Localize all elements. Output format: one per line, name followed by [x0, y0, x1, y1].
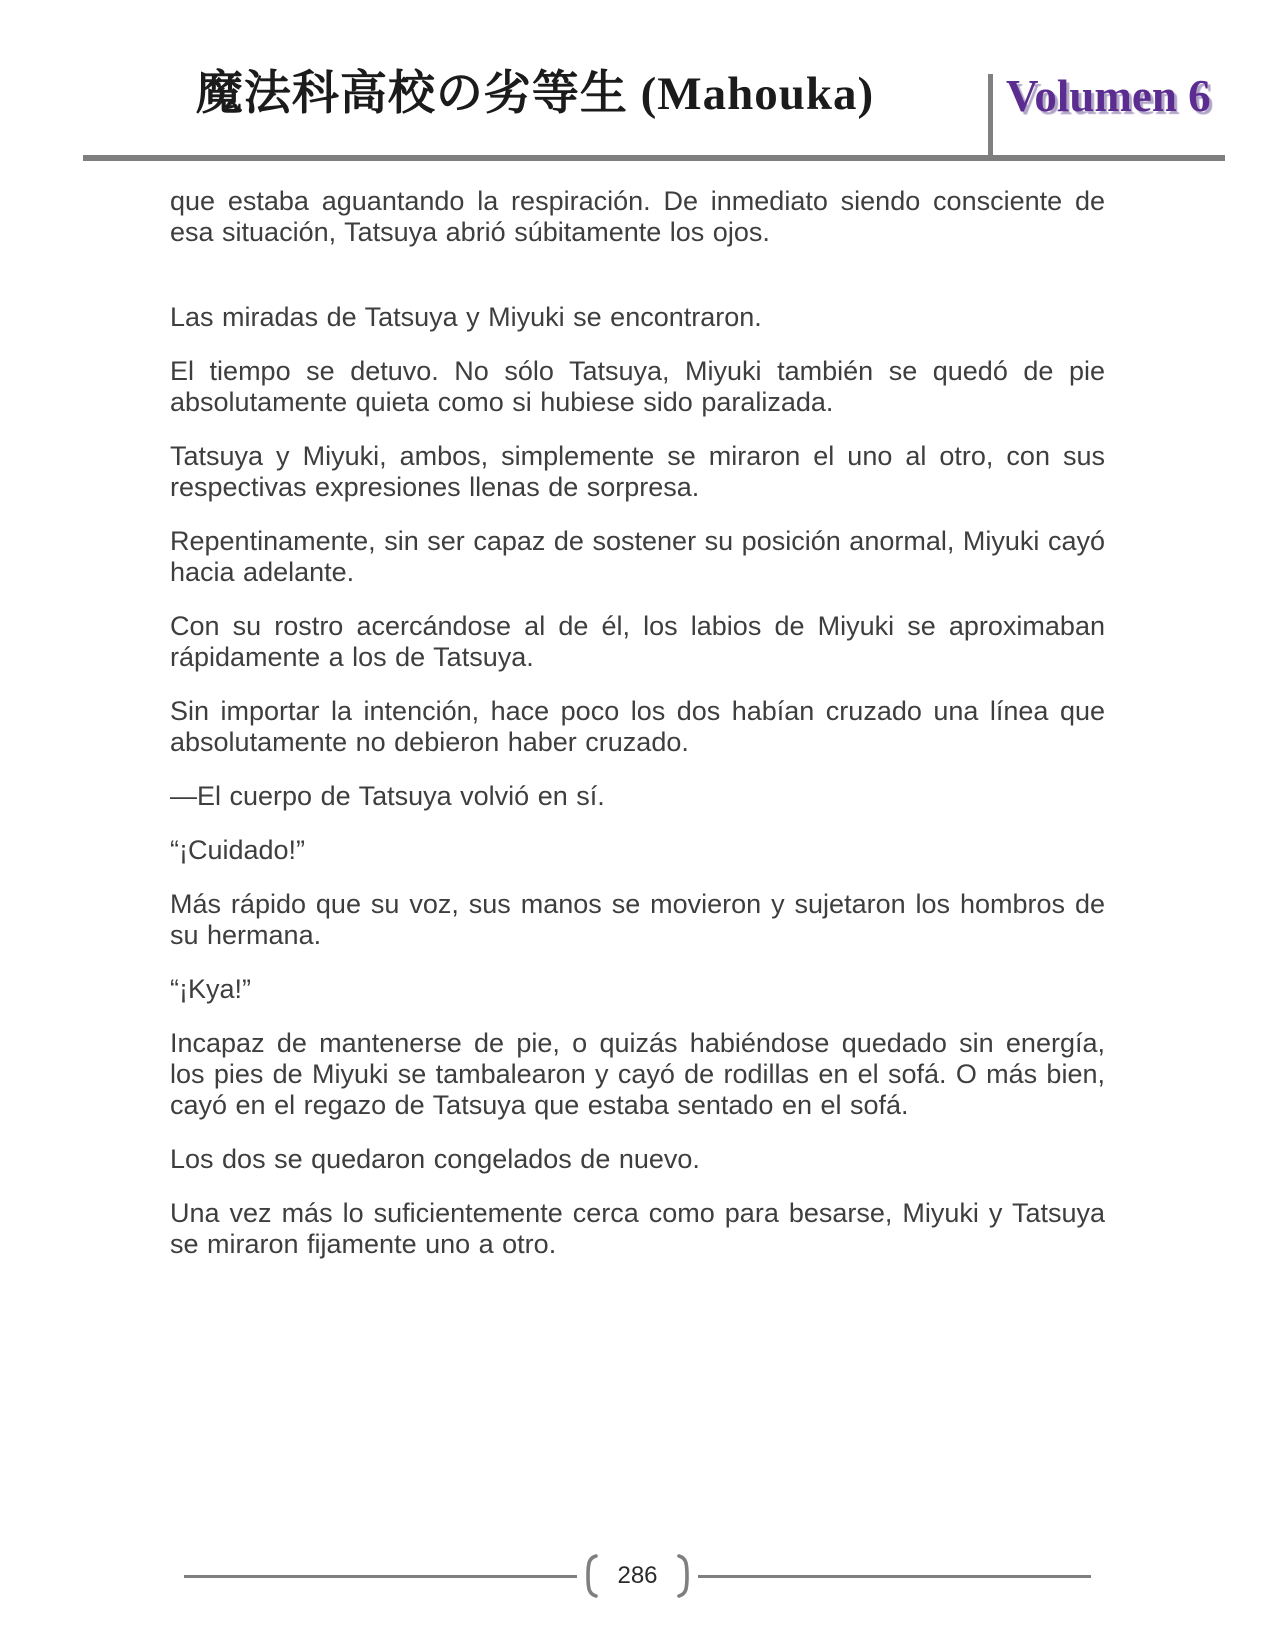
paragraph: Con su rostro acercándose al de él, los labios de Miyuki se aproximaban rápidamente a los de Tatsuya.: [170, 611, 1105, 672]
paragraph: Las miradas de Tatsuya y Miyuki se encontraron.: [170, 302, 762, 332]
page-header-title: 魔法科高校の劣等生 (Mahouka): [195, 68, 875, 120]
paragraph: Sin importar la intención, hace poco los dos habían cruzado una línea que absolutamente no debieron haber cruzado.: [170, 696, 1105, 757]
paragraph: Incapaz de mantenerse de pie, o quizás habiéndose quedado sin energía, los pies de Miyuki se tambalearon y cayó de rodillas en el sofá. O más bien, cayó en el regazo de Tatsuya que estaba sentado en el sofá.: [170, 1028, 1105, 1120]
right-bracket-icon: [676, 1553, 692, 1599]
paragraph: Más rápido que su voz, sus manos se movieron y sujetaron los hombros de su hermana.: [170, 889, 1105, 950]
footer-rule-right: [698, 1575, 1091, 1578]
header-vertical-divider: [988, 74, 993, 157]
volume-label: Volumen 6: [1006, 71, 1211, 121]
page-footer: [170, 1552, 1105, 1600]
paragraph-dialogue: “¡Cuidado!”: [170, 835, 306, 865]
paragraph-dialogue: “¡Kya!”: [170, 974, 251, 1004]
page-number: 286: [617, 1562, 658, 1589]
header-rule: [83, 155, 1225, 161]
paragraph-dialogue-dash: —El cuerpo de Tatsuya volvió en sí.: [170, 781, 605, 811]
footer-rule-left: [184, 1575, 577, 1578]
paragraph: Una vez más lo suficientemente cerca como para besarse, Miyuki y Tatsuya se miraron fijamente uno a otro.: [170, 1198, 1105, 1259]
body-text: [170, 186, 1105, 1283]
paragraph: Tatsuya y Miyuki, ambos, simplemente se miraron el uno al otro, con sus respectivas expresiones llenas de sorpresa.: [170, 441, 1105, 502]
paragraph: El tiempo se detuvo. No sólo Tatsuya, Miyuki también se quedó de pie absolutamente quieta como si hubiese sido paralizada.: [170, 356, 1105, 417]
left-bracket-icon: [583, 1553, 599, 1599]
paragraph: Los dos se quedaron congelados de nuevo.: [170, 1144, 700, 1174]
paragraph: Repentinamente, sin ser capaz de sostener su posición anormal, Miyuki cayó hacia adelante.: [170, 526, 1105, 587]
paragraph: que estaba aguantando la respiración. De inmediato siendo consciente de esa situación, Tatsuya abrió súbitamente los ojos.: [170, 186, 1105, 247]
